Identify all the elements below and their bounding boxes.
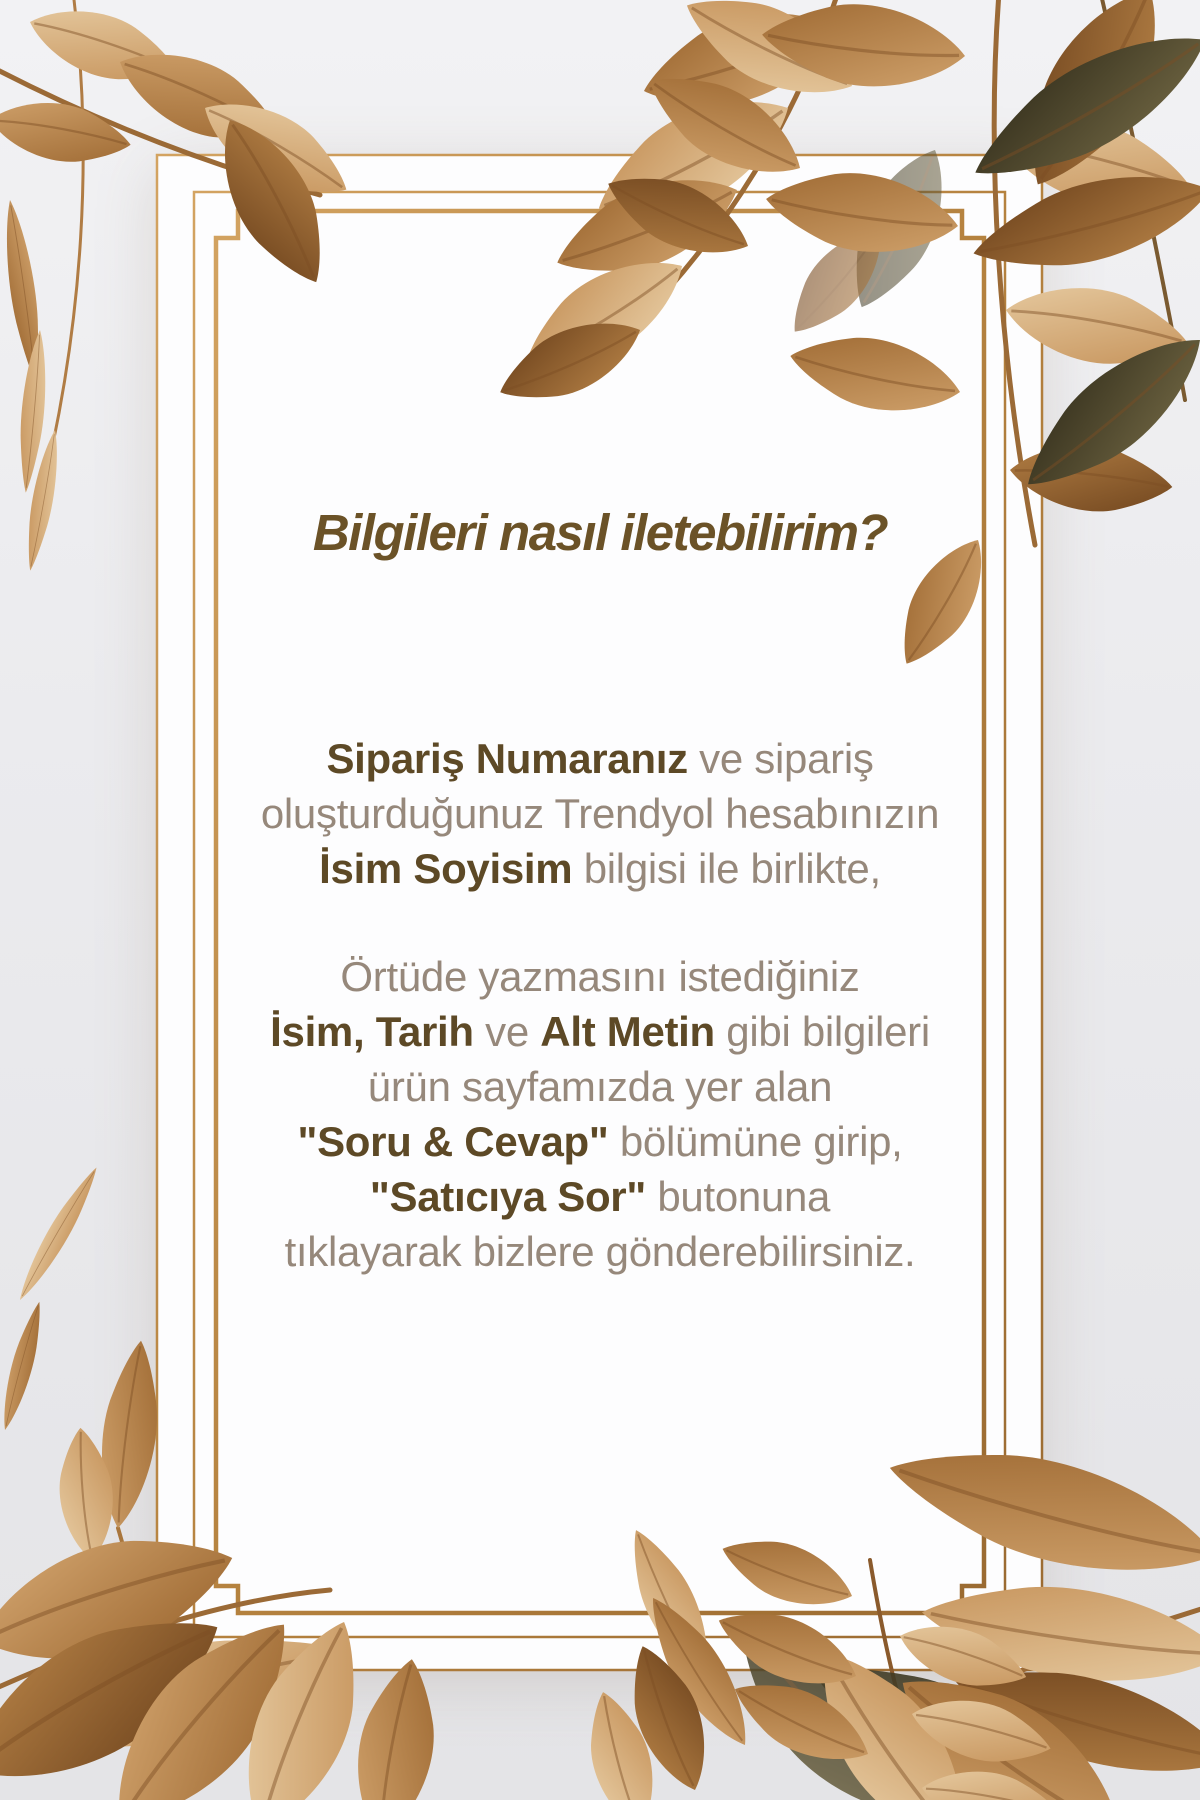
text-line: oluşturduğunuz Trendyol hesabınızın — [260, 790, 940, 837]
text-line: İsim Soyisim bilgisi ile birlikte, — [319, 845, 881, 892]
text-line: tıklayarak bizlere gönderebilirsiniz. — [284, 1228, 916, 1275]
paragraph-how-to-send — [115, 949, 1085, 1279]
text-line: "Soru & Cevap" bölümüne girip, — [297, 1118, 903, 1165]
paragraph-order-info — [115, 731, 1085, 896]
text-line: İsim, Tarih ve Alt Metin gibi bilgileri — [270, 1008, 930, 1055]
text-line: ürün sayfamızda yer alan — [367, 1063, 833, 1110]
page-title: Bilgileri nasıl iletebilirim? — [312, 504, 888, 561]
text-line: Örtüde yazmasını istediğiniz — [340, 953, 860, 1000]
text-line: Sipariş Numaranız ve sipariş — [326, 735, 874, 782]
text-line: "Satıcıya Sor" butonuna — [369, 1173, 831, 1220]
